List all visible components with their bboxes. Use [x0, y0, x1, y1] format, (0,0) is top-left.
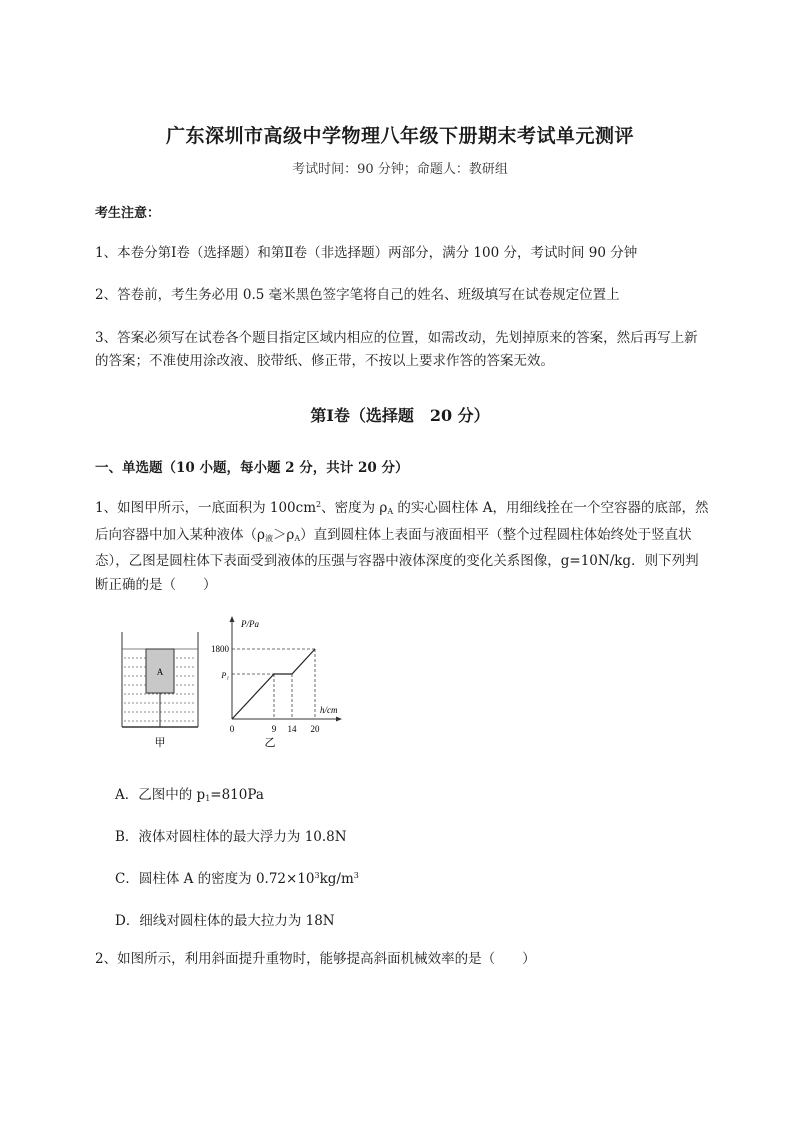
option-b[interactable]: B．液体对圆柱体的最大浮力为 10.8N — [115, 829, 347, 845]
x-tick-9: 9 — [271, 724, 277, 734]
option-c-sup: 3 — [314, 871, 320, 880]
question-1 — [95, 493, 710, 597]
option-c[interactable] — [115, 867, 359, 887]
question-1-text-d: ＞ρ — [272, 526, 295, 543]
option-a-sub: 1 — [205, 794, 211, 803]
origin-label: 0 — [229, 724, 235, 734]
question-1-sub: A — [387, 507, 394, 516]
option-c-sup-2: 3 — [353, 871, 359, 880]
x-tick-20: 20 — [310, 724, 320, 734]
question-1-sup: 2 — [316, 500, 322, 509]
x-tick-14: 14 — [287, 724, 297, 734]
part-title: 一、单选题（10 小题，每小题 2 分，共计 20 分） — [95, 460, 409, 476]
section-title: 第Ⅰ卷（选择题 20 分） — [310, 406, 490, 425]
question-1-sub-a2: A — [294, 533, 301, 543]
option-a[interactable] — [115, 783, 264, 803]
question-1-figure — [110, 612, 370, 757]
page-title: 广东深圳市高级中学物理八年级下册期末考试单元测评 — [165, 125, 634, 147]
question-1-text-a: 1、如图甲所示，一底面积为 100cm — [95, 500, 317, 516]
notice-item-2: 2、答卷前，考生务必用 0.5 毫米黑色签字笔将自己的姓名、班级填写在试卷规定位置上 — [95, 287, 620, 303]
x-axis-label: h/cm — [320, 705, 338, 715]
page-subtitle: 考试时间：90 分钟；命题人：教研组 — [292, 162, 508, 177]
cylinder-label: A — [156, 667, 164, 677]
y-axis-label: P/Pa — [241, 619, 259, 629]
container-diagram — [122, 632, 198, 749]
y-tick-p1: P₁ — [221, 671, 229, 680]
option-c-text-mid: kg/m — [319, 871, 354, 887]
notice-title: 考生注意： — [95, 206, 161, 221]
option-a-text-post: =810Pa — [210, 787, 264, 803]
option-a-text-pre: A．乙图中的 p — [115, 787, 206, 803]
pressure-graph — [211, 616, 342, 749]
notice-item-1: 1、本卷分第Ⅰ卷（选择题）和第Ⅱ卷（非选择题）两部分，满分 100 分，考试时间 90 分钟 — [95, 245, 638, 261]
notice-item-3: 3、答案必须写在试卷各个题目指定区域内相应的位置，如需改动，先划掉原来的答案，然后再写上新的答案；不准使用涂改液、胶带纸、修正带，不按以上要求作答的答案无效。 — [95, 330, 698, 369]
question-1-text-b: 、密度为 ρ — [321, 500, 388, 516]
question-1-text-e: ）直到圆柱体上表面与液面相平（整个过程圆柱体始终处于竖直状态），乙图是圆柱体下表面受到液体的压强与容器中液体深度的变化关系图像，g=10N/kg．则下列判断正确的是（ ） — [95, 526, 699, 593]
option-c-text-pre: C．圆柱体 A 的密度为 0.72×10 — [115, 871, 315, 887]
question-1-sub-liquid: 液 — [264, 533, 273, 543]
question-2: 2、如图所示，利用斜面提升重物时，能够提高斜面机械效率的是（ ） — [95, 951, 536, 967]
question-1-text-c: 的实心圆柱体 A，用细线拴在一个空容器的底部，然后向容器中加入某种液体（ρ — [95, 500, 709, 543]
left-caption: 甲 — [154, 736, 166, 749]
y-tick-1800: 1800 — [211, 644, 229, 654]
option-d[interactable]: D．细线对圆柱体的最大拉力为 18N — [115, 913, 335, 929]
pressure-curve — [232, 649, 315, 719]
right-caption: 乙 — [264, 736, 276, 749]
